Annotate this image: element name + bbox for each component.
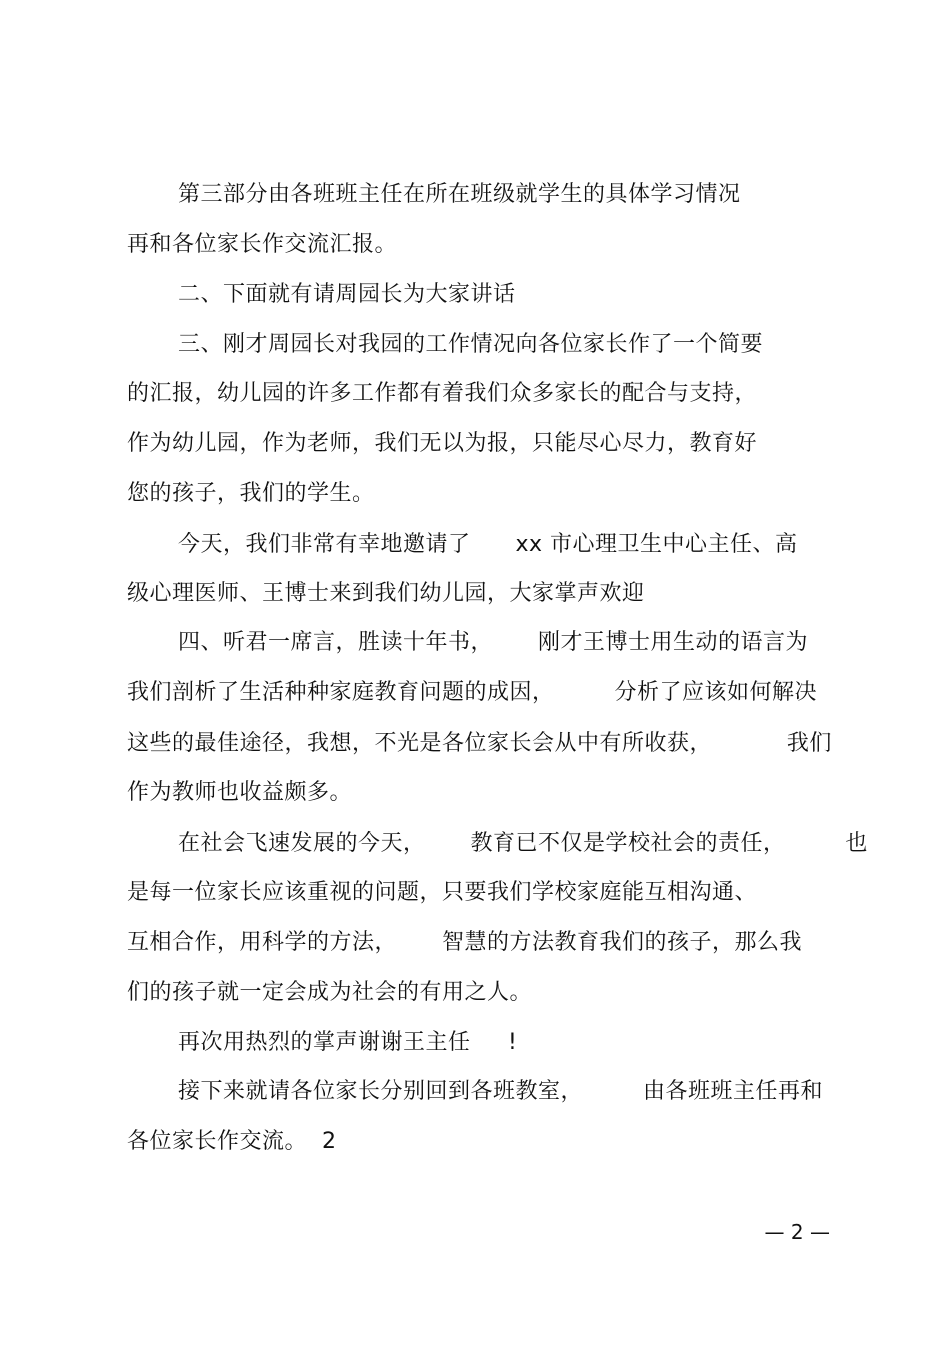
text-line: 们的孩子就一定会成为社会的有用之人。 xyxy=(127,980,533,1005)
text-line: 互相合作，用科学的方法， 智慧的方法教育我们的孩子，那么我 xyxy=(127,930,802,955)
text-line: 的汇报，幼儿园的许多工作都有着我们众多家长的配合与支持， xyxy=(127,381,758,406)
text-line: 是每一位家长应该重视的问题，只要我们学校家庭能互相沟通、 xyxy=(127,880,758,905)
text-line: 在社会飞速发展的今天， 教育已不仅是学校社会的责任， 也 xyxy=(178,831,868,856)
text-line: 作为幼儿园，作为老师，我们无以为报，只能尽心尽力，教育好 xyxy=(127,431,758,456)
text-line: 作为教师也收益颇多。 xyxy=(127,780,353,805)
text-line: 四、听君一席言，胜读十年书， 刚才王博士用生动的语言为 xyxy=(178,630,808,655)
text-line: 二、下面就有请周园长为大家讲话 xyxy=(178,282,516,307)
page-number: — 2 — xyxy=(764,1220,830,1244)
text-line: 这些的最佳途径，我想，不光是各位家长会从中有所收获， 我们 xyxy=(127,731,832,756)
text-line: 您的孩子，我们的学生。 xyxy=(127,481,375,506)
text-line: 各位家长作交流。 2 xyxy=(127,1129,337,1154)
text-line: 三、刚才周园长对我园的工作情况向各位家长作了一个简要 xyxy=(178,332,764,357)
text-line: 再次用热烈的掌声谢谢王主任 ! xyxy=(178,1030,518,1055)
text-line: 第三部分由各班班主任在所在班级就学生的具体学习情况 xyxy=(178,182,741,207)
text-line: 级心理医师、王博士来到我们幼儿园，大家掌声欢迎 xyxy=(127,581,645,606)
text-line: 再和各位家长作交流汇报。 xyxy=(127,232,398,257)
text-line: 接下来就请各位家长分别回到各班教室， 由各班班主任再和 xyxy=(178,1079,823,1104)
text-line: 我们剖析了生活种种家庭教育问题的成因， 分析了应该如何解决 xyxy=(127,680,817,705)
text-line: 今天，我们非常有幸地邀请了 xx 市心理卫生中心主任、高 xyxy=(178,532,798,557)
